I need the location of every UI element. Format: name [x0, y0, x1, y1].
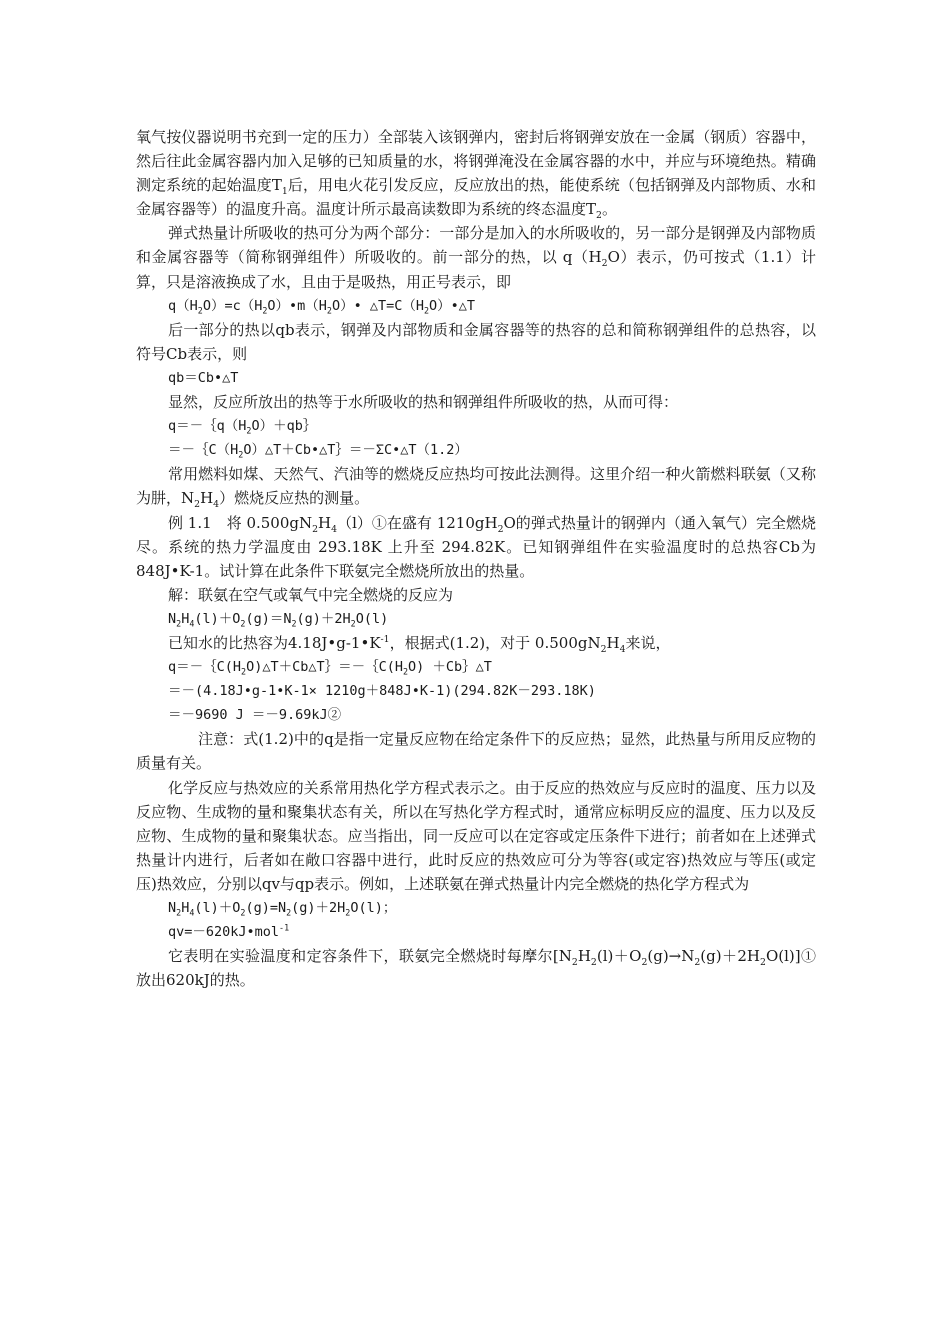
- equation-line: qv=－620kJ•mol$^{-1}$: [168, 922, 290, 941]
- equation-line: $q=-\{q(H_2O)+qb\}$: [168, 418, 317, 436]
- equation-line: $=-\{C(H_2O)\triangle T+Cb•\triangle T\}=-\Sigma C•\triangle T(1.2)$: [168, 442, 468, 460]
- paragraph: 氧气按仪器说明书充到一定的压力）全部装入该钢弹内，密封后将钢弹安放在一金属（钢质）容器中，然后往此金属容器内加入足够的已知质量的水，将钢弹淹没在金属容器的水中，并应与环境绝热。精确测定系统的起始温度$T_1$后，用电火花引发反应，反应放出的热，能使系统（包括钢弹及内部物质、水和金属容器等）的温度升高。温度计所示最高读数即为系统的终态温度$T_2$。: [136, 128, 816, 222]
- paragraph: 后一部分的热以qb表示，钢弹及内部物质和金属容器等的热容的总和简称钢弹组件的总热容，以符号Cb表示，则: [136, 320, 816, 363]
- paragraph: 解：联氨在空气或氧气中完全燃烧的反应为: [168, 585, 454, 604]
- document-body: [136, 125, 816, 992]
- equation-line: $N_2H_4(l)+O_2(g)=N_2(g)+2H_2O(l)$: [168, 610, 389, 629]
- paragraph: 例 1.1 将 $0.500gN_2H_4(l)①$在盛有 $1210gH_2O$的弹式热量计的钢弹内（通入氧气）完全燃烧尽。系统的热力学温度由 293.18K 上升至 294.82K。已知钢弹组件在实验温度时的总热容Cb为848J•K-1。试计算在此条件下联氨完全燃烧所放出的热量。: [136, 513, 816, 580]
- paragraph: 常用燃料如煤、天然气、汽油等的燃烧反应热均可按此法测得。这里介绍一种火箭燃料联氨（又称为肼，$N_2H_4$）燃烧反应热的测量。: [136, 465, 816, 511]
- paragraph: 弹式热量计所吸收的热可分为两个部分：一部分是加入的水所吸收的，另一部分是钢弹及内部物质和金属容器等（简称钢弹组件）所吸收的。前一部分的热，以 $q(H_2O)$表示，仍可按式（1.1）计算，只是溶液换成了水，且由于是吸热，用正号表示，即: [136, 224, 816, 291]
- paragraph: 它表明在实验温度和定容条件下，联氨完全燃烧时每摩尔$[N_2H_2(l)+O_2(g)\to N_2(g)+2H_2O(l)]①$放出620kJ的热。: [136, 947, 816, 990]
- paragraph: 显然，反应所放出的热等于水所吸收的热和钢弹组件所吸收的热，从而可得：: [168, 393, 679, 412]
- paragraph: 注意：式(1.2)中的q是指一定量反应物在给定条件下的反应热；显然，此热量与所用反应物的质量有关。: [136, 730, 816, 773]
- paragraph: 已知水的比热容为$4.18J•g-1•K^{-1}$，根据式(1.2)，对于 $0.500gN_2H_4$来说，: [168, 633, 671, 655]
- equation-line: ＝－9690 J ＝－9.69kJ②: [168, 707, 342, 724]
- equation-line: $q(H_2O)=c(H_2O)•m(H_2O)•$ $\triangle T=C(H_2O)•\triangle T$: [168, 297, 476, 316]
- equation-line: ＝－(4.18J•g-1•K-1× 1210g＋848J•K-1)(294.82K－293.18K): [168, 683, 596, 700]
- equation-line: qb＝Cb•△T: [168, 369, 239, 386]
- paragraph: 化学反应与热效应的关系常用热化学方程式表示之。由于反应的热效应与反应时的温度、压力以及反应物、生成物的量和聚集状态有关，所以在写热化学方程式时，通常应标明反应的温度、压力以及反应物、生成物的量和聚集状态。应当指出，同一反应可以在定容或定压条件下进行；前者如在上述弹式热量计内进行，后者如在敞口容器中进行，此时反应的热效应可分为等容(或定容)热效应与等压(或定压)热效应，分别以qv与qp表示。例如，上述联氨在弹式热量计内完全燃烧的热化学方程式为: [136, 778, 816, 893]
- equation-line: $q=-\{C(H_2O)\triangle T+Cb\triangle T\}=-\{C(H_2O)$ ＋Cb｝△T: [168, 659, 492, 677]
- equation-line: $N_2H_4(l)+O_2(g)=N_2(g)+2H_2O(l)$；: [168, 900, 397, 918]
